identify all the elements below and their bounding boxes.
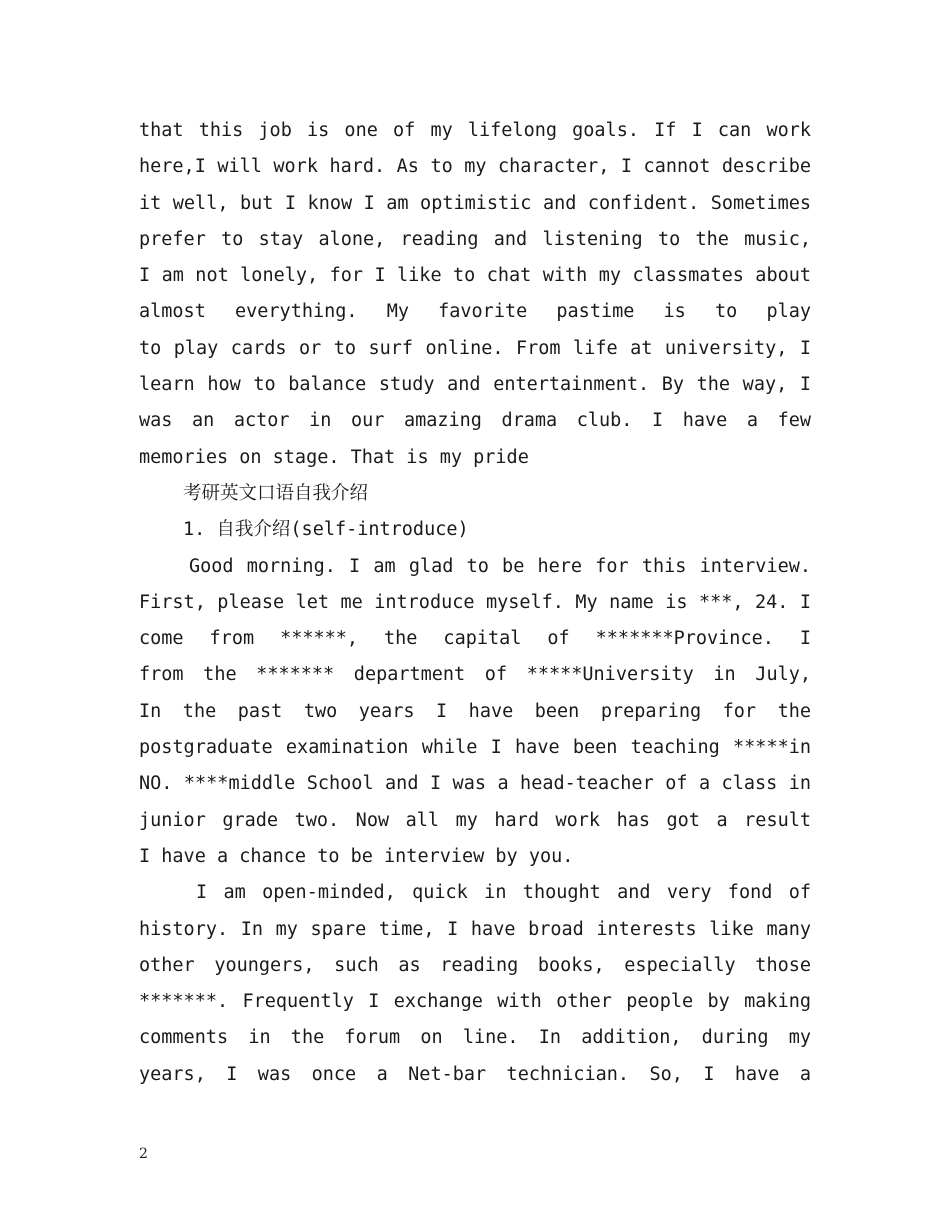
- text-line: learn how to balance study and entertainment. By the way, I: [139, 374, 811, 396]
- text-line: to play cards or to surf online. From life at university, I: [139, 337, 811, 359]
- text-line: prefer to stay alone, reading and listening to the music,: [139, 228, 811, 250]
- text-line: was an actor in our amazing drama club. I have a few: [139, 410, 811, 432]
- text-line: here,I will work hard. As to my character, I cannot describe: [139, 156, 811, 178]
- body-text: [139, 113, 811, 1093]
- text-line: In the past two years I have been preparing for the: [139, 700, 811, 722]
- text-line: Good morning. I am glad to be here for this interview.: [189, 555, 811, 577]
- text-line: NO. ****middle School and I was a head-teacher of a class in: [139, 773, 811, 795]
- text-line: First, please let me introduce myself. My name is ***, 24. I: [139, 591, 811, 613]
- text-line: comments in the forum on line. In addition, during my: [139, 1027, 811, 1049]
- page-number: 2: [139, 1146, 148, 1162]
- text-line: come from ******, the capital of *******Province. I: [139, 628, 811, 650]
- text-line: that this job is one of my lifelong goals. If I can work: [139, 120, 811, 141]
- text-line: history. In my spare time, I have broad interests like many: [139, 918, 811, 940]
- text-line: other youngers, such as reading books, especially those: [139, 954, 811, 976]
- text-line: from the ******* department of *****University in July,: [139, 664, 811, 686]
- text-line: I am not lonely, for I like to chat with my classmates about: [139, 265, 811, 287]
- section-heading: 考研英文口语自我介绍: [183, 482, 369, 504]
- text-line: almost everything. My favorite pastime is to play: [139, 301, 811, 323]
- text-line: I have a chance to be interview by you.: [139, 845, 574, 867]
- text-line: postgraduate examination while I have been teaching *****in: [139, 737, 811, 759]
- text-line: junior grade two. Now all my hard work has got a result: [139, 809, 811, 831]
- text-line: years, I was once a Net-bar technician. So, I have a: [139, 1063, 811, 1085]
- text-line: it well, but I know I am optimistic and confident. Sometimes: [139, 192, 811, 214]
- text-line: I am open-minded, quick in thought and very fond of: [196, 882, 811, 904]
- section-heading: 1. 自我介绍(self-introduce): [183, 519, 469, 541]
- text-line: memories on stage. That is my pride: [139, 446, 529, 468]
- text-line: *******. Frequently I exchange with other people by making: [139, 991, 811, 1013]
